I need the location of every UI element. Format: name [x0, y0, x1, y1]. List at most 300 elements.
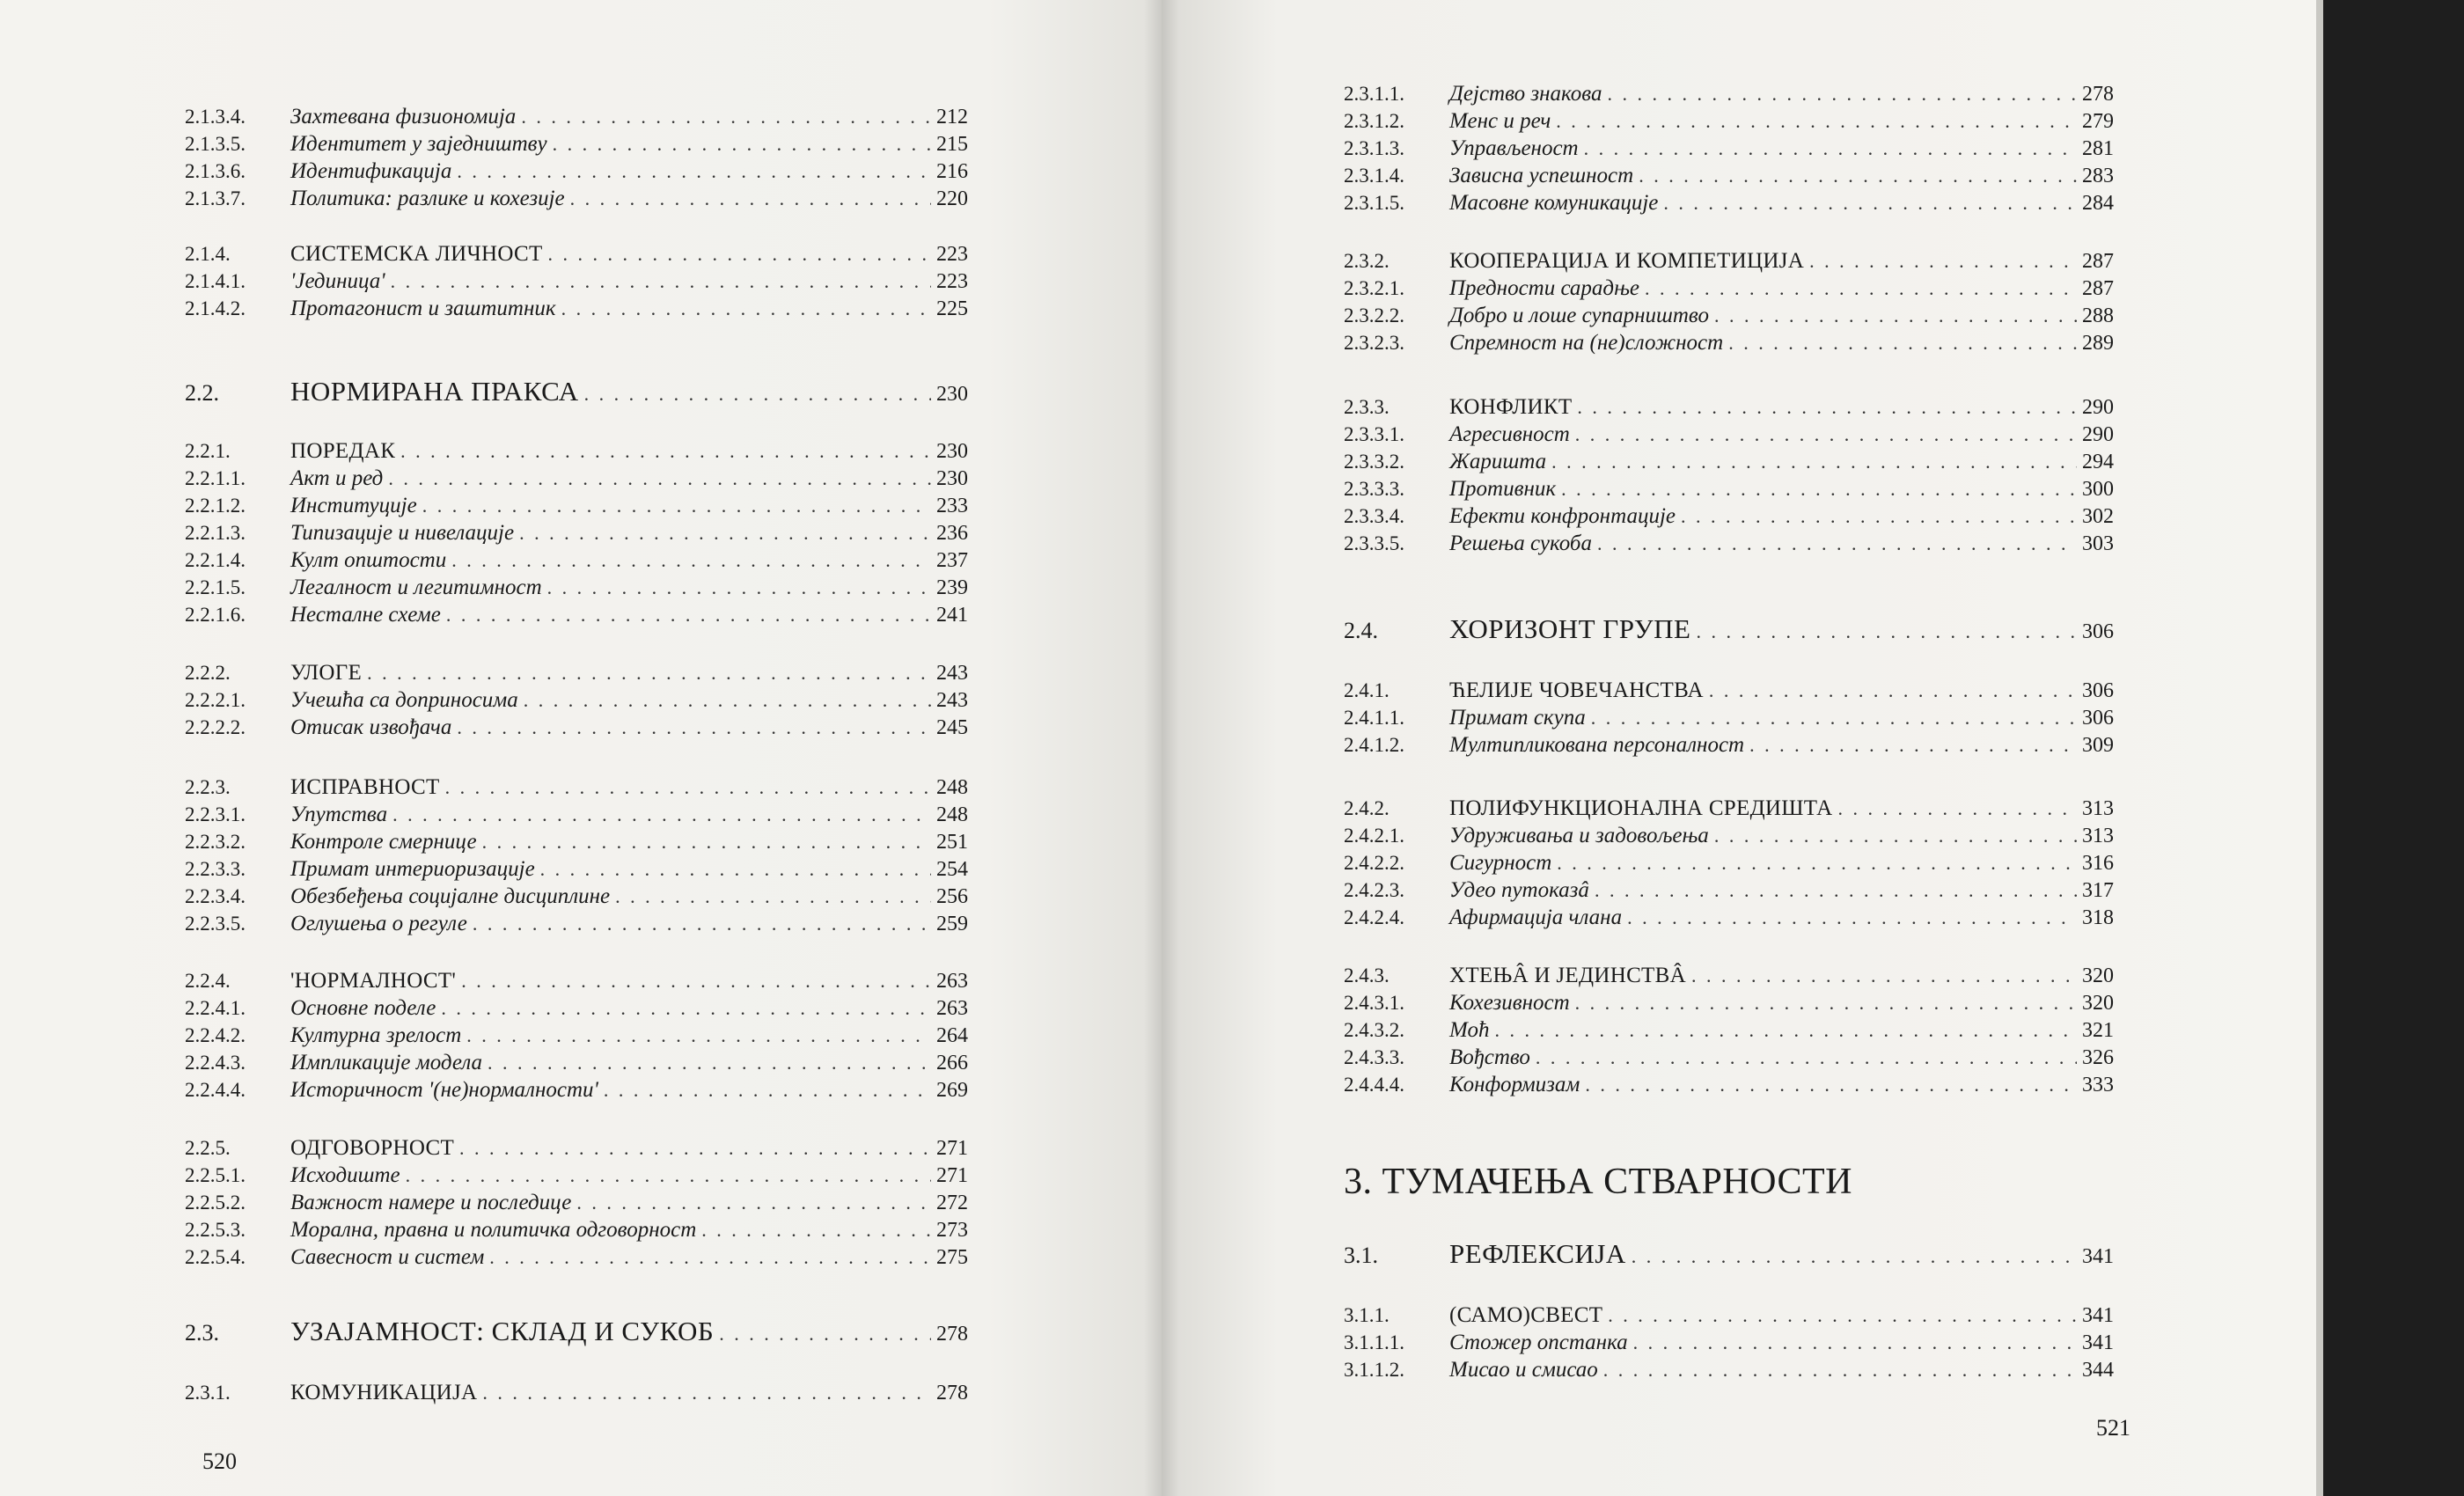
entry-title: Несталне схеме	[290, 603, 441, 627]
entry-number: 2.4.4.4.	[1344, 1074, 1404, 1096]
entry-title: ХТЕЊÂ И ЈЕДИНСТВÂ	[1449, 964, 1686, 987]
entry-title: ПОРЕДАК	[290, 439, 396, 463]
entry-page-number: 223	[936, 243, 968, 266]
entry-title: Културна зрелост	[290, 1023, 462, 1047]
dot-leader	[524, 687, 931, 714]
entry-title: Институције	[290, 494, 417, 517]
toc-entry-sub	[185, 1244, 968, 1271]
entry-page-number: 272	[936, 1192, 968, 1214]
entry-title: НОРМИРАНА ПРАКСА	[290, 376, 579, 407]
toc-entry-sub	[1344, 275, 2114, 302]
entry-page-number: 313	[2082, 797, 2114, 820]
entry-number: 3.1.1.	[1344, 1304, 1390, 1326]
toc-entry-sub	[1344, 531, 2114, 557]
entry-number: 2.3.2.	[1344, 250, 1390, 272]
entry-number: 2.3.3.4.	[1344, 505, 1404, 527]
entry-number: 2.2.1.4.	[185, 549, 246, 571]
toc-entry-sub	[1344, 1045, 2114, 1071]
entry-page-number: 243	[936, 662, 968, 685]
entry-number: 2.4.2.3.	[1344, 879, 1404, 901]
dot-leader	[457, 715, 931, 741]
entry-number: 2.2.4.4.	[185, 1079, 246, 1101]
dot-leader	[1663, 190, 2077, 216]
toc-entry-sub	[185, 268, 968, 295]
entry-number: 2.4.2.	[1344, 797, 1390, 819]
entry-page-number: 263	[936, 970, 968, 993]
entry-title: РЕФЛЕКСИЈА	[1449, 1238, 1626, 1269]
entry-title: Захтевана физиономија	[290, 105, 517, 128]
entry-number: 2.2.1.2.	[185, 495, 246, 517]
entry-number: 2.1.3.5.	[185, 133, 246, 155]
dot-leader	[1536, 1045, 2077, 1071]
dot-leader	[1561, 476, 2077, 502]
toc-entry-sec	[185, 1380, 968, 1406]
dot-leader	[406, 1162, 931, 1189]
entry-page-number: 294	[2082, 451, 2114, 473]
toc-entry-sub	[1344, 136, 2114, 162]
entry-page-number: 278	[2082, 83, 2114, 106]
dot-leader	[1749, 732, 2077, 759]
toc-entry-sub	[185, 1217, 968, 1243]
entry-page-number: 230	[936, 467, 968, 490]
entry-number: 2.2.3.2.	[185, 831, 246, 853]
chapter-title: 3. ТУМАЧЕЊА СТВАРНОСТИ	[1344, 1162, 1852, 1202]
entry-number: 2.4.1.	[1344, 679, 1390, 701]
entry-title: 'НОРМАЛНОСТ'	[290, 969, 457, 993]
dot-leader	[1627, 905, 2077, 931]
entry-number: 2.2.1.5.	[185, 576, 246, 598]
toc-entry-major	[1344, 1238, 2114, 1269]
toc-entry-sub	[185, 911, 968, 937]
dot-leader	[392, 802, 931, 828]
toc-entry-sec	[1344, 678, 2114, 704]
entry-number: 2.2.3.	[185, 776, 231, 798]
entry-page-number: 333	[2082, 1074, 2114, 1096]
dot-leader	[489, 1244, 931, 1271]
dot-leader	[473, 911, 931, 937]
entry-title: КООПЕРАЦИЈА И КОМПЕТИЦИЈА	[1449, 249, 1805, 273]
entry-number: 2.2.5.4.	[185, 1246, 246, 1268]
entry-page-number: 321	[2082, 1019, 2114, 1042]
toc-entry-sub	[185, 687, 968, 714]
entry-page-number: 269	[936, 1079, 968, 1102]
dot-leader	[1607, 81, 2077, 107]
entry-page-number: 230	[936, 383, 968, 406]
entry-page-number: 326	[2082, 1046, 2114, 1069]
right-page	[1162, 0, 2323, 1496]
entry-page-number: 278	[936, 1323, 968, 1346]
toc-entry-sub	[185, 856, 968, 883]
entry-page-number: 230	[936, 440, 968, 463]
entry-number: 2.1.3.6.	[185, 160, 246, 182]
entry-title: Стожер опстанка	[1449, 1331, 1628, 1354]
entry-title: Конформизам	[1449, 1073, 1580, 1096]
entry-page-number: 264	[936, 1024, 968, 1047]
toc-entry-major	[185, 378, 968, 405]
entry-page-number: 302	[2082, 505, 2114, 528]
entry-title: СИСТЕМСКА ЛИЧНОСТ	[290, 242, 543, 266]
entry-title: Масовне комуникације	[1449, 191, 1659, 215]
entry-number: 2.3.1.3.	[1344, 137, 1404, 159]
entry-page-number: 306	[2082, 707, 2114, 730]
left-page	[0, 0, 1162, 1496]
entry-number: 2.2.2.	[185, 662, 231, 684]
entry-title: Предности сарадње	[1449, 276, 1639, 300]
entry-page-number: 289	[2082, 332, 2114, 355]
entry-number: 2.4.2.4.	[1344, 906, 1404, 928]
entry-title: Исходиште	[290, 1163, 400, 1187]
entry-title: ХОРИЗОНТ ГРУПЕ	[1449, 613, 1691, 644]
entry-title: ПОЛИФУНКЦИОНАЛНА СРЕДИШТА	[1449, 796, 1833, 820]
dot-leader	[446, 602, 931, 628]
entry-page-number: 344	[2082, 1359, 2114, 1382]
page-edge	[2316, 0, 2323, 1496]
entry-title: Афирмација члана	[1449, 906, 1623, 929]
dot-leader	[576, 1190, 931, 1216]
dot-leader	[400, 438, 931, 465]
toc-entry-sub	[185, 296, 968, 322]
dot-leader	[561, 296, 931, 322]
toc-entry-sec	[1344, 394, 2114, 421]
entry-title: УЗАЈАМНОСТ: СКЛАД И СУКОБ	[290, 1316, 715, 1346]
entry-number: 2.3.3.2.	[1344, 451, 1404, 473]
toc-entry-sub	[185, 802, 968, 828]
entry-title: ОДГОВОРНОСТ	[290, 1136, 455, 1160]
toc-entry-sec	[1344, 963, 2114, 989]
entry-title: Дејство знакова	[1449, 82, 1602, 106]
dot-leader	[1557, 850, 2077, 876]
entry-page-number: 278	[936, 1382, 968, 1404]
entry-title: Импликације модела	[290, 1051, 483, 1074]
entry-title: КОНФЛИКТ	[1449, 395, 1573, 419]
entry-page-number: 251	[936, 831, 968, 854]
toc-entry-major	[185, 1318, 968, 1345]
toc-entry-sub	[185, 186, 968, 212]
entry-title: Важност намере и последице	[290, 1191, 572, 1214]
entry-page-number: 263	[936, 997, 968, 1020]
entry-number: 2.2.3.4.	[185, 885, 246, 907]
entry-page-number: 279	[2082, 110, 2114, 133]
toc-entry-chapter	[1344, 1160, 2114, 1204]
entry-number: 2.4.3.1.	[1344, 992, 1404, 1014]
dot-leader	[1633, 1330, 2077, 1356]
dot-leader	[1595, 877, 2077, 904]
entry-title: Примат интериоризације	[290, 857, 535, 881]
entry-number: 2.1.3.4.	[185, 106, 246, 128]
entry-page-number: 341	[2082, 1331, 2114, 1354]
toc-entry-sub	[1344, 1357, 2114, 1383]
entry-page-number: 284	[2082, 192, 2114, 215]
entry-number: 2.1.4.1.	[185, 270, 246, 292]
entry-title: Ефекти конфронтације	[1449, 504, 1676, 528]
entry-number: 2.3.1.	[185, 1382, 231, 1404]
entry-title: Вођство	[1449, 1045, 1530, 1069]
entry-page-number: 341	[2082, 1304, 2114, 1327]
entry-number: 2.2.4.	[185, 970, 231, 992]
entry-title: Акт и ред	[290, 466, 384, 490]
entry-number: 2.3.	[185, 1320, 219, 1346]
entry-title: Моћ	[1449, 1018, 1490, 1042]
toc-entry-sec	[185, 968, 968, 994]
entry-number: 2.3.3.3.	[1344, 478, 1404, 500]
entry-title: УЛОГЕ	[290, 661, 363, 685]
dot-leader	[1577, 394, 2077, 421]
entry-number: 2.4.2.2.	[1344, 852, 1404, 874]
entry-number: 2.4.3.2.	[1344, 1019, 1404, 1041]
entry-number: 2.2.4.3.	[185, 1052, 246, 1074]
entry-page-number: 318	[2082, 906, 2114, 929]
entry-page-number: 273	[936, 1219, 968, 1242]
entry-page-number: 212	[936, 106, 968, 128]
toc-entry-sub	[185, 1162, 968, 1189]
entry-number: 2.3.3.1.	[1344, 423, 1404, 445]
toc-entry-sub	[1344, 503, 2114, 530]
toc-entry-sub	[1344, 476, 2114, 502]
toc-entry-sub	[1344, 422, 2114, 448]
entry-title: Управљеност	[1449, 136, 1579, 160]
entry-title: Обезбеђења социјалне дисциплине	[290, 884, 611, 908]
entry-title: 'Јединица'	[290, 269, 385, 293]
dot-leader	[466, 1023, 931, 1049]
entry-page-number: 281	[2082, 137, 2114, 160]
entry-number: 2.4.	[1344, 618, 1378, 643]
entry-number: 2.2.1.3.	[185, 522, 246, 544]
entry-title: Оглушења о регуле	[290, 912, 467, 935]
entry-page-number: 316	[2082, 852, 2114, 875]
toc-entry-sub	[1344, 1017, 2114, 1044]
entry-number: 2.1.3.7.	[185, 187, 246, 209]
book-gutter	[1144, 0, 1179, 1496]
entry-page-number: 237	[936, 549, 968, 572]
entry-number: 2.2.3.5.	[185, 913, 246, 935]
entry-title: ЋЕЛИЈЕ ЧОВЕЧАНСТВА	[1449, 678, 1704, 702]
dot-leader	[1728, 330, 2077, 356]
entry-title: Учешћа са доприносима	[290, 688, 518, 712]
toc-entry-sub	[185, 575, 968, 601]
dot-leader	[1809, 248, 2077, 275]
entry-title: Противник	[1449, 477, 1557, 501]
toc-entry-sub	[1344, 303, 2114, 329]
entry-title: Менс и реч	[1449, 109, 1551, 133]
entry-page-number: 290	[2082, 396, 2114, 419]
entry-page-number: 306	[2082, 679, 2114, 702]
entry-title: Морална, правна и политичка одговорност	[290, 1218, 697, 1242]
entry-page-number: 288	[2082, 304, 2114, 327]
dot-leader	[701, 1217, 931, 1243]
toc-entry-sec	[185, 660, 968, 686]
entry-title: Историчност '(не)нормалности'	[290, 1078, 598, 1102]
dot-leader	[1551, 449, 2077, 475]
toc-entry-sub	[1344, 108, 2114, 135]
toc-entry-sub	[185, 829, 968, 855]
dot-leader	[1714, 303, 2077, 329]
entry-number: 2.2.5.2.	[185, 1192, 246, 1214]
entry-title: Мисао и смисао	[1449, 1358, 1598, 1382]
entry-page-number: 283	[2082, 165, 2114, 187]
toc-entry-sub	[1344, 823, 2114, 849]
entry-page-number: 254	[936, 858, 968, 881]
dot-leader	[441, 995, 931, 1022]
toc-entry-sub	[185, 995, 968, 1022]
entry-number: 2.3.2.2.	[1344, 304, 1404, 326]
toc-entry-sub	[1344, 1330, 2114, 1356]
toc-entry-sec	[185, 774, 968, 801]
entry-title: Примат скупа	[1449, 706, 1586, 730]
toc-entry-sub	[1344, 877, 2114, 904]
entry-page-number: 287	[2082, 277, 2114, 300]
entry-number: 2.2.1.	[185, 440, 231, 462]
entry-title: Удруживања и задовољења	[1449, 824, 1709, 847]
entry-page-number: 341	[2082, 1245, 2114, 1268]
entry-number: 2.4.1.2.	[1344, 734, 1404, 756]
entry-page-number: 216	[936, 160, 968, 183]
entry-title: Отисак извођача	[290, 715, 452, 739]
entry-number: 2.3.2.1.	[1344, 277, 1404, 299]
dot-leader	[367, 660, 931, 686]
dot-leader	[1608, 1302, 2077, 1329]
dot-leader	[1681, 503, 2077, 530]
dot-leader	[457, 158, 931, 185]
entry-page-number: 233	[936, 495, 968, 517]
dot-leader	[388, 466, 931, 492]
entry-number: 2.4.3.	[1344, 964, 1390, 986]
entry-number: 2.1.4.	[185, 243, 231, 265]
entry-title: Савесност и систем	[290, 1245, 485, 1269]
entry-title: Идентитет у заједништву	[290, 132, 547, 156]
entry-number: 2.3.1.4.	[1344, 165, 1404, 187]
entry-title: Зависна успешност	[1449, 164, 1634, 187]
toc-entry-sub	[185, 715, 968, 741]
dot-leader	[459, 1135, 931, 1162]
toc-entry-sub	[1344, 449, 2114, 475]
entry-number: 2.3.2.3.	[1344, 332, 1404, 354]
dot-leader	[521, 104, 931, 130]
dot-leader	[547, 575, 931, 601]
entry-page-number: 266	[936, 1052, 968, 1074]
toc-entry-sub	[1344, 850, 2114, 876]
entry-title: Спремност на (не)сложност	[1449, 331, 1724, 355]
entry-title: Сигурност	[1449, 851, 1552, 875]
toc-entry-sub	[185, 1050, 968, 1076]
dot-leader	[615, 884, 931, 910]
toc-entry-sub	[185, 1023, 968, 1049]
dot-leader	[1597, 531, 2077, 557]
toc-entry-sub	[1344, 990, 2114, 1016]
entry-page-number: 287	[2082, 250, 2114, 273]
entry-page-number: 317	[2082, 879, 2114, 902]
entry-page-number: 223	[936, 270, 968, 293]
dot-leader	[719, 1321, 931, 1347]
entry-number: 2.2.1.6.	[185, 604, 246, 626]
toc-entry-sub	[185, 1190, 968, 1216]
entry-number: 2.3.1.1.	[1344, 83, 1404, 105]
dot-leader	[570, 186, 931, 212]
entry-number: 3.1.1.2.	[1344, 1359, 1404, 1381]
toc-entry-sub	[185, 131, 968, 158]
entry-title: Култ општости	[290, 548, 447, 572]
entry-page-number: 300	[2082, 478, 2114, 501]
entry-page-number: 248	[936, 776, 968, 799]
dot-leader	[1494, 1017, 2077, 1044]
dot-leader	[445, 774, 931, 801]
entry-page-number: 271	[936, 1137, 968, 1160]
toc-entry-sub	[1344, 905, 2114, 931]
dot-leader	[451, 547, 931, 574]
dot-leader	[584, 381, 931, 407]
toc-entry-sub	[1344, 163, 2114, 189]
toc-entry-sub	[185, 1077, 968, 1104]
entry-title: Мултипликована персоналност	[1449, 733, 1745, 757]
entry-page-number: 225	[936, 297, 968, 320]
entry-number: 2.2.1.1.	[185, 467, 246, 489]
entry-page-number: 220	[936, 187, 968, 210]
dot-leader	[1603, 1357, 2077, 1383]
entry-title: Кохезивност	[1449, 991, 1570, 1015]
entry-page-number: 275	[936, 1246, 968, 1269]
entry-number: 2.4.2.1.	[1344, 825, 1404, 847]
dot-leader	[1838, 796, 2078, 822]
entry-number: 3.1.1.1.	[1344, 1331, 1404, 1353]
entry-number: 2.3.1.5.	[1344, 192, 1404, 214]
entry-page-number: 271	[936, 1164, 968, 1187]
toc-entry-sub	[185, 602, 968, 628]
entry-number: 2.2.4.1.	[185, 997, 246, 1019]
toc-entry-sub	[185, 493, 968, 519]
entry-title: (САМО)СВЕСТ	[1449, 1303, 1603, 1327]
entry-number: 2.2.5.	[185, 1137, 231, 1159]
toc-entry-sec	[1344, 248, 2114, 275]
entry-page-number: 303	[2082, 532, 2114, 555]
dot-leader	[1575, 990, 2077, 1016]
dot-leader	[1584, 136, 2077, 162]
toc-entry-sec	[185, 1135, 968, 1162]
dot-leader	[1714, 823, 2077, 849]
dot-leader	[1575, 422, 2077, 448]
toc-entry-major	[1344, 613, 2114, 644]
entry-number: 2.2.3.3.	[185, 858, 246, 880]
entry-number: 2.1.4.2.	[185, 297, 246, 319]
entry-page-number: 290	[2082, 423, 2114, 446]
dot-leader	[422, 493, 931, 519]
entry-number: 2.3.3.	[1344, 396, 1390, 418]
entry-title: Контроле смернице	[290, 830, 477, 854]
entry-number: 2.2.5.1.	[185, 1164, 246, 1186]
toc-entry-sub	[1344, 190, 2114, 216]
entry-title: Удео путоказâ	[1449, 878, 1589, 902]
entry-page-number: 320	[2082, 992, 2114, 1015]
entry-title: КОМУНИКАЦИЈА	[290, 1381, 478, 1404]
dot-leader	[1709, 678, 2077, 704]
entry-number: 2.2.4.2.	[185, 1024, 246, 1046]
entry-page-number: 259	[936, 913, 968, 935]
dot-leader	[1585, 1072, 2077, 1098]
dot-leader	[1556, 108, 2077, 135]
entry-page-number: 215	[936, 133, 968, 156]
dot-leader	[1632, 1243, 2077, 1270]
dot-leader	[553, 131, 931, 158]
dot-leader	[482, 1380, 931, 1406]
entry-number: 2.2.3.1.	[185, 803, 246, 825]
entry-page-number: 236	[936, 522, 968, 545]
entry-page-number: 239	[936, 576, 968, 599]
entry-title: Типизације и нивелације	[290, 521, 515, 545]
toc-entry-sec	[185, 241, 968, 268]
toc-entry-sub	[185, 158, 968, 185]
entry-title: Жаришта	[1449, 450, 1547, 473]
toc-entry-sec	[1344, 796, 2114, 822]
toc-entry-sub	[185, 466, 968, 492]
entry-number: 3.1.	[1344, 1243, 1378, 1268]
